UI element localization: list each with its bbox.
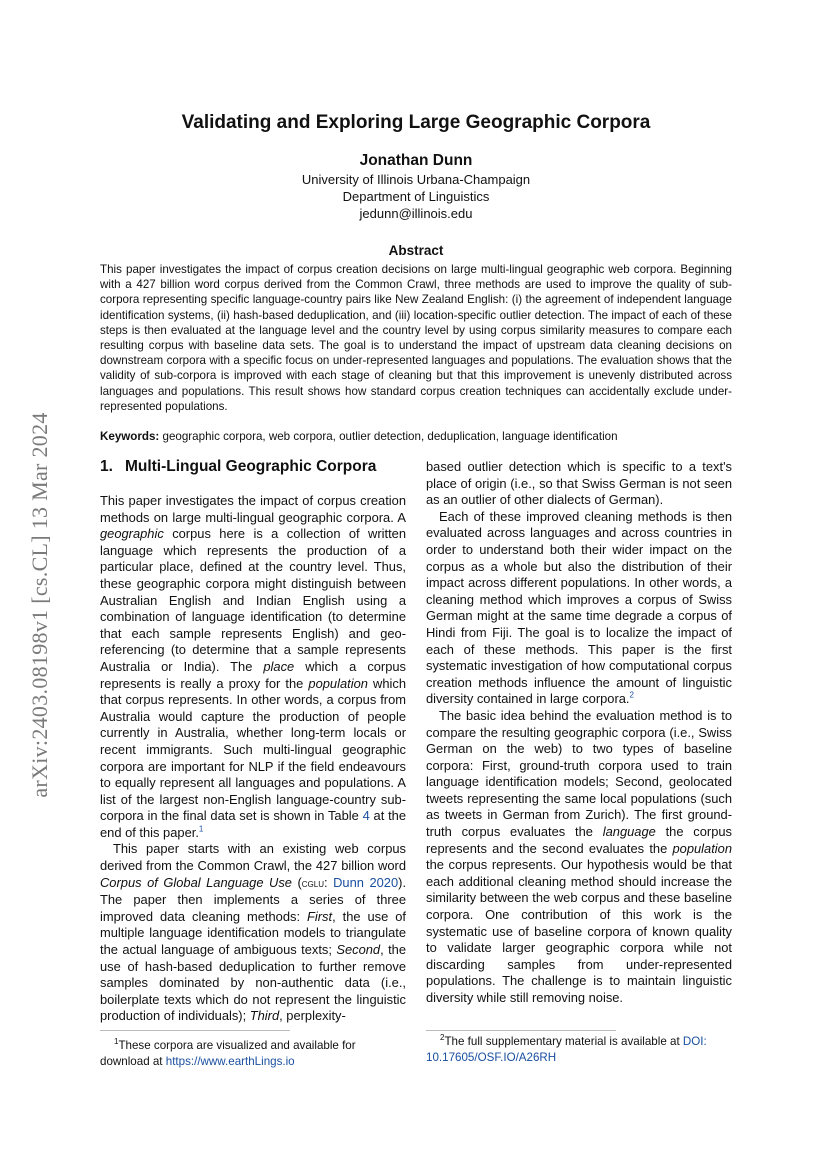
footnote-2-marker[interactable]: 2: [629, 691, 634, 701]
right-paragraph-1: based outlier detection which is specific to a text's place of origin (i.e., so that Swiss German is not seen as an outlier of other dialects of German).: [426, 459, 732, 508]
section-title: Multi-Lingual Geographic Corpora: [124, 458, 377, 475]
right-paragraph-2: Each of these improved cleaning methods is then evaluated across languages and across countries in order to understand both their wider impact on the corpus as a whole but also the distribution of their impact across different populations. In other words, a cleaning method which improves a corpus of Swiss German might at the same time degrade a corpus of Hindi from Fiji. The goal is to localize the impact of each of these methods. This paper is the first systematic investigation of how computational corpus creation methods influence the amount of linguistic diversity contained in large corpora.$^2$: [426, 508, 732, 707]
table-reference-link[interactable]: 4: [362, 808, 370, 824]
arxiv-sidebar: [22, 340, 58, 870]
footnote-2: $^2$The full supplementary material is available at DOI: 10.17605/OSF.IO/A26RH: [426, 1033, 707, 1064]
keywords-text: geographic corpora, web corpora, outlier detection, deduplication, language identification: [162, 430, 618, 443]
abstract-text: This paper investigates the impact of corpus creation decisions on large multi-lingual geographic web corpora. Beginning with a 427 billion word corpus derived from the Common Crawl, three methods are used to improve the quality of sub-corpora representing specific language-country pairs like New Zealand English: (i) the agreement of independent language identification systems, (ii) hash-based deduplication, and (iii) location-specific outlier detection. The impact of each of these steps is then evaluated at the language level and the country level by using corpus similarity measures to compare each resulting corpus with baseline data sets. The goal is to understand the impact of upstream data cleaning decisions on downstream corpora with a specific focus on under-represented languages and populations. The evaluation shows that the validity of sub-corpora is improved with each stage of cleaning but that this improvement is unevenly distributed across languages and populations. This result shows how standard corpus creation techniques can accidentally exclude under-represented populations.: [100, 263, 732, 413]
footnote-divider-left: [100, 1030, 290, 1031]
footnote-1-link[interactable]: https://www.earthLings.io: [165, 1054, 295, 1068]
left-paragraph-1: This paper investigates the impact of corpus creation methods on large multi-lingual geographic corpora. A geographic corpus here is a collection of written language which represents the production of a particular place, defined at the country level. Thus, these geographic corpora might distinguish between Australian English and Indian English using a combination of language identification (to determine that each sample represents English) and geo-referencing (to determine that a sample represents Australia or India). The place which a corpus represents is really a proxy for the population which that corpus represents. In other words, a corpus from Australia would capture the production of people currently in Australia, whether long-term locals or recent immigrants. Such multi-lingual geographic corpora are important for NLP if the field endeavours to equally represent all languages and populations. A list of the largest non-English language-country sub-corpora in the final data set is shown in Table 4 at the end of this paper.$^1$: [100, 493, 407, 840]
keywords-label: Keywords:: [100, 430, 160, 443]
author-block: [100, 151, 732, 222]
left-column: [100, 458, 406, 1025]
right-column: [426, 459, 732, 1007]
abstract-heading: Abstract: [388, 243, 444, 258]
left-paragraph-2: This paper starts with an existing web corpus derived from the Common Crawl, the 427 billion word Corpus of Global Language Use (cglu: Dunn 2020). The paper then implements a series of three improved data cleaning methods: First, the use of multiple language identification models to triangulate the actual language of ambiguous texts; Second, the use of hash-based deduplication to further remove samples dominated by non-authentic data (i.e., boilerplate texts which do not represent the linguistic production of individuals); Third, perplexity-: [100, 841, 407, 1024]
section-heading: [100, 458, 406, 476]
section-number: 1.: [100, 458, 113, 475]
author-affiliation-department: Department of Linguistics: [342, 189, 490, 204]
right-paragraph-3: The basic idea behind the evaluation method is to compare the resulting geographic corpora (i.e., Swiss German on the web) to two types of baseline corpora: First, ground-truth corpora used to train language identification models; Second, geolocated tweets representing the same local populations (such as tweets in German from Zurich). The first ground-truth corpus evaluates the language the corpus represents and the second evaluates the population the corpus represents. Our hypothesis would be that each additional cleaning method should increase the similarity between the web corpus and these baseline corpora. One contribution of this work is the systematic use of baseline corpora of known quality to validate larger geographic corpora while not discarding samples from under-represented populations. The challenge is to maintain linguistic diversity while still removing noise.: [426, 707, 732, 1005]
author-affiliation-university: University of Illinois Urbana-Champaign: [301, 172, 531, 187]
author-name: Jonathan Dunn: [359, 152, 473, 169]
footnote-2-link[interactable]: DOI: 10.17605/OSF.IO/A26RH: [426, 1035, 707, 1064]
footnote-1: $^1$These corpora are visualized and available for download at https://www.earthLings.io: [100, 1037, 356, 1068]
footnote-divider-right: [426, 1030, 616, 1031]
citation-dunn-2020[interactable]: Dunn 2020: [333, 874, 399, 890]
arxiv-identifier: arXiv:2403.08198v1 [cs.CL] 13 Mar 2024: [27, 412, 52, 798]
author-email[interactable]: jedunn@illinois.edu: [359, 206, 473, 221]
keywords: [100, 429, 732, 444]
footnote-1-marker[interactable]: 1: [198, 824, 204, 834]
paper-title: Validating and Exploring Large Geographic Corpora: [181, 112, 651, 133]
